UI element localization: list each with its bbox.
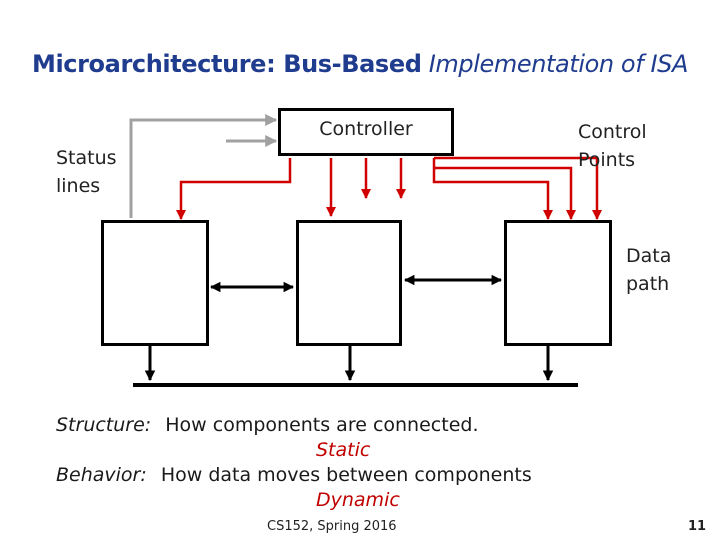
datapath-block-middle (296, 220, 402, 346)
structure-desc: How components are connected. (165, 414, 479, 436)
control-wire-left (181, 158, 290, 219)
behavior-term: Behavior: (56, 464, 147, 486)
structure-kind: Static (316, 439, 371, 461)
title-italic: Implementation of ISA (428, 50, 689, 78)
controller-label: Controller (319, 118, 413, 140)
structure-caption (56, 414, 478, 436)
behavior-kind: Dynamic (316, 489, 400, 511)
control-wire-right2 (434, 168, 571, 219)
control-points-label: Control Points (578, 121, 647, 171)
title-bold: Microarchitecture: Bus-Based (31, 50, 422, 78)
datapath-block-right (504, 220, 612, 346)
footer-course: CS152, Spring 2016 (267, 519, 397, 534)
status-lines-label: Status lines (56, 147, 117, 197)
page-number: 11 (688, 519, 707, 534)
behavior-desc: How data moves between components (160, 464, 532, 486)
datapath-label: Data path (626, 245, 672, 295)
datapath-block-left (101, 220, 209, 346)
status-line-outer (131, 120, 276, 218)
behavior-caption (56, 464, 532, 486)
structure-term: Structure: (56, 414, 152, 436)
